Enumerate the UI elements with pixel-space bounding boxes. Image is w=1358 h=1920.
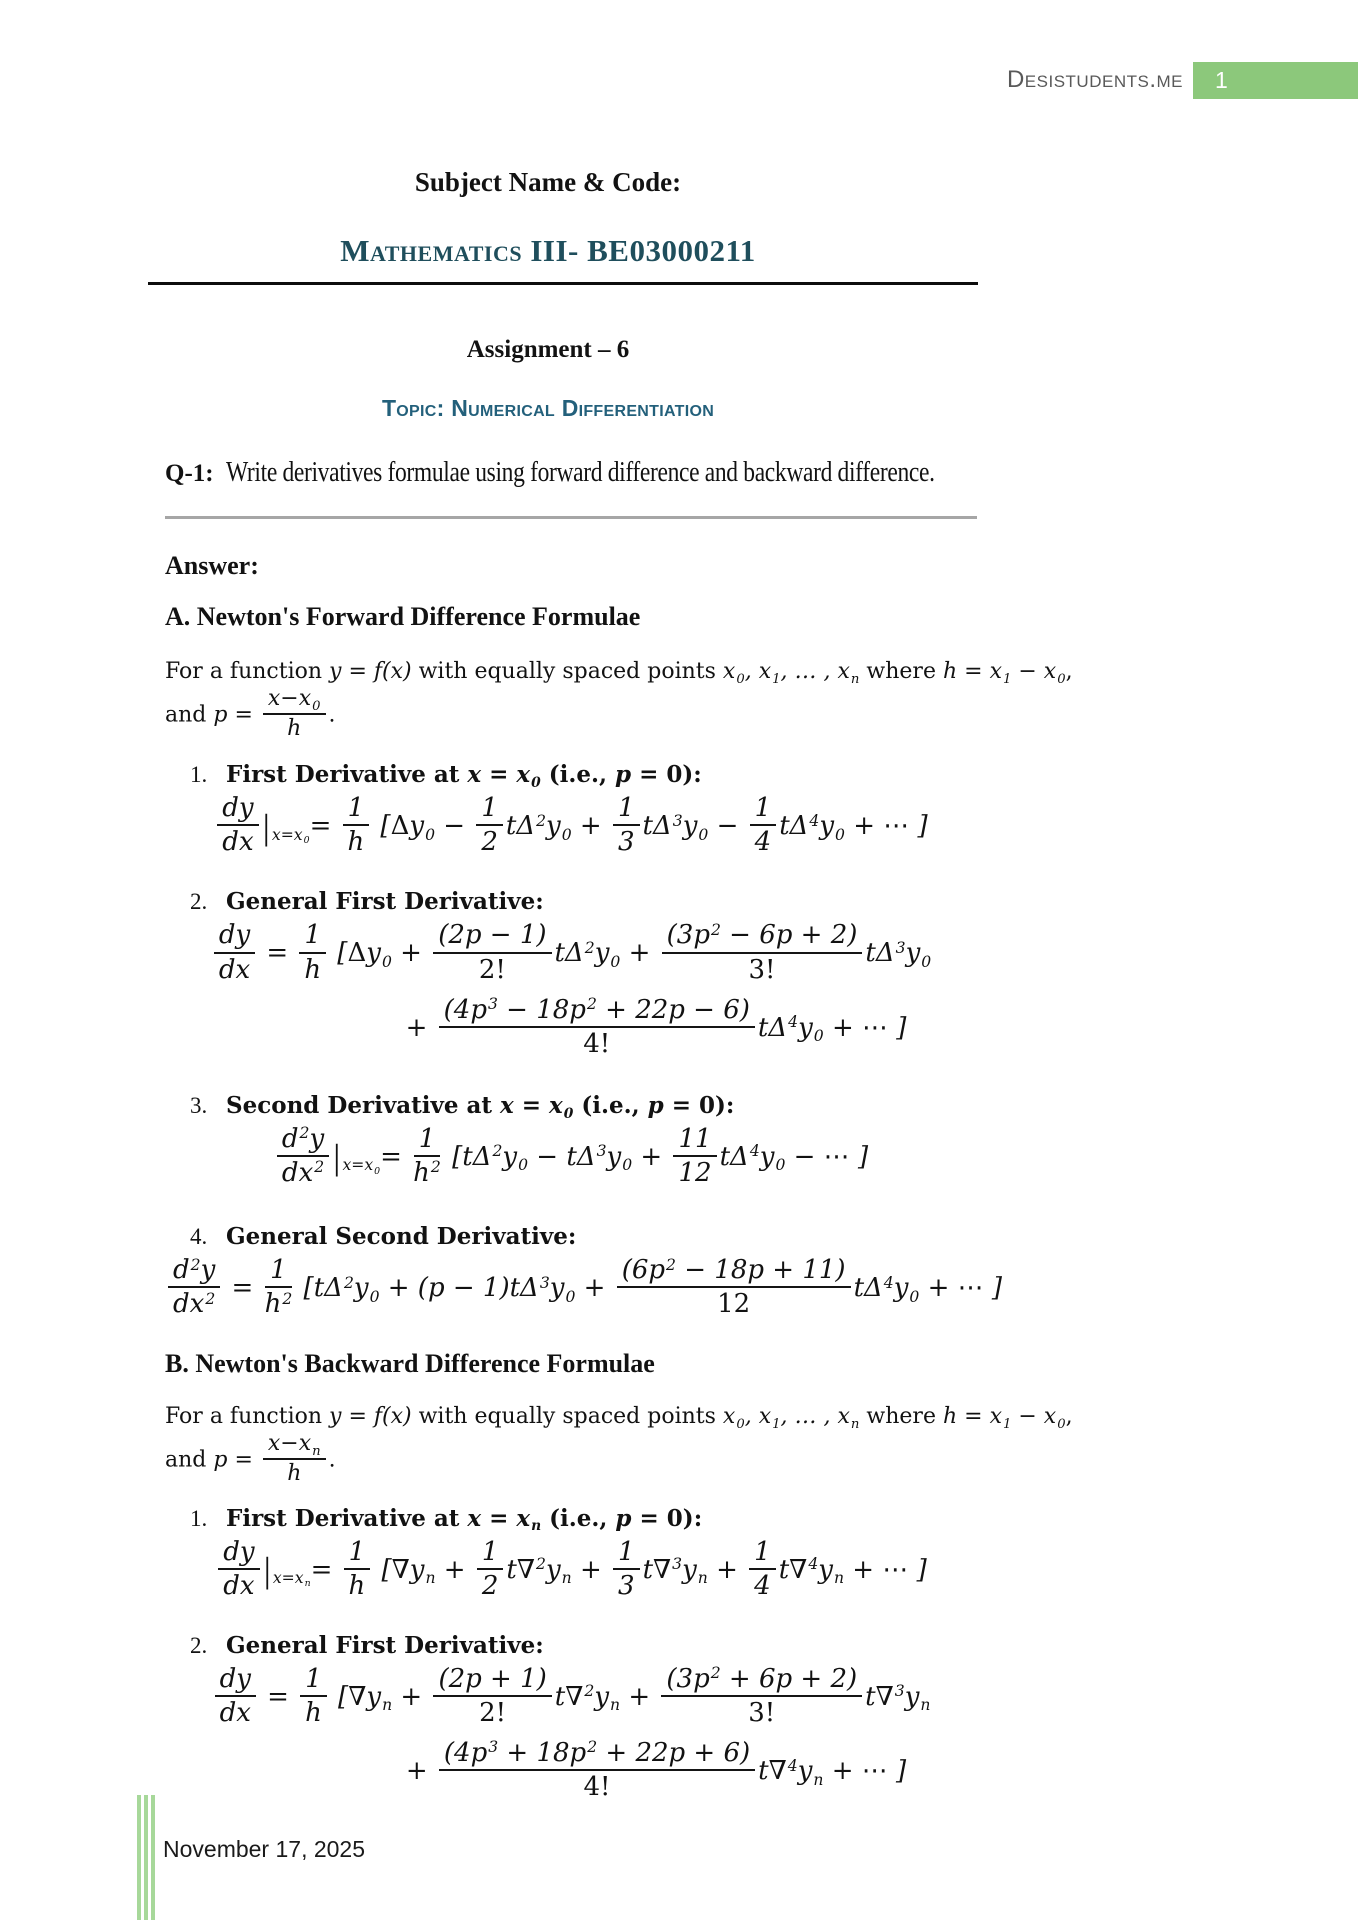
formula-b1: $\frac{dy}{dx}$ | $_{x=x_n}$= $\frac{1}{h}$ [$\nabla y_n$ + $\frac{1}{2}$ $t\nabla^2y_n$ + $\frac{1}{3}$ $t\nabla^3y_n$ + $\frac{1}{4}$ $t\nabla^4y_n$ + ⋯ ]: [165, 1535, 977, 1609]
item-title: Second Derivative at $x = x_0$ (i.e., p = 0):: [226, 1091, 735, 1122]
title-block: [133, 164, 963, 273]
item-title: First Derivative at $x = x_0$ (i.e., p = 0):: [226, 761, 702, 792]
course-title: Mathematics III- BE03000211: [340, 233, 756, 268]
list-item-b1: [190, 1502, 1358, 1535]
green-bar: [144, 1795, 148, 1920]
section-b-intro-line2: and p = $\frac{x-x_n}{h}$ .: [165, 1431, 336, 1486]
list-number: 4.: [190, 1224, 208, 1250]
formula-a2-line1: $\frac{dy}{dx}$ = $\frac{1}{h}$ [$\Delta y_0$ + $\frac{(2p - 1)}{2!}$ $t\Delta^2y_0$ + $\frac{(3p^2 - 6p + 2)}{3!}$ $t\Delta^3y_0$: [165, 918, 977, 992]
green-bar: [137, 1795, 141, 1920]
answer-label: Answer:: [165, 551, 259, 580]
list-number: 3.: [190, 1092, 208, 1118]
formula-b2-line2: + $\frac{(4p^3 + 18p^2 + 22p + 6)}{4!}$ $t\nabla^4y_n$ + ⋯ ]: [405, 1738, 907, 1803]
list-number: 2.: [190, 889, 208, 915]
item-title: General First Derivative:: [226, 1631, 544, 1659]
assignment-block: [133, 331, 963, 424]
green-bar: [151, 1795, 155, 1920]
section-a-heading: A. Newton's Forward Difference Formulae: [165, 602, 641, 631]
subject-label: Subject Name & Code:: [414, 167, 682, 197]
title-divider: [148, 282, 978, 285]
formula-a1: $\frac{dy}{dx}$ | $_{x=x_0}$= $\frac{1}{h}$ [$\Delta y_0$ − $\frac{1}{2}$ $t\Delta^2y_0$ + $\frac{1}{3}$ $t\Delta^3y_0$ − $\frac{1}{4}$ $t\Delta^4y_0$ + ⋯ ]: [165, 791, 977, 865]
list-item-a3: [190, 1089, 1358, 1122]
footer-date: November 17, 2025: [163, 1836, 366, 1862]
site-name: Desistudents.me: [1006, 66, 1183, 93]
item-title: First Derivative at $x = x_n$ (i.e., p = 0):: [226, 1504, 703, 1535]
section-b-heading: B. Newton's Backward Difference Formulae: [165, 1349, 655, 1379]
item-title: General Second Derivative:: [226, 1223, 577, 1251]
list-number: 1.: [190, 762, 208, 788]
section-a-intro-line1: For a function y = f(x) with equally spaced points $x_0$, $x_1$, … , $x_n$ where $h = x_1 - x_0$,: [165, 659, 1073, 687]
page-number: 1: [1215, 66, 1228, 93]
formula-b2-line1: $\frac{dy}{dx}$ = $\frac{1}{h}$ [$\nabla y_n$ + $\frac{(2p + 1)}{2!}$ $t\nabla^2y_n$ + $\frac{(3p^2 + 6p + 2)}{3!}$ $t\nabla^3y_n$: [165, 1662, 977, 1736]
section-a-intro-line2: and p = $\frac{x-x_0}{h}$ .: [165, 686, 336, 741]
question-divider: [165, 516, 977, 519]
question-label: Q-1:: [165, 460, 214, 487]
item-title: General First Derivative:: [226, 888, 544, 916]
formula-a3: $\frac{d^2y}{dx^2}$ | $_{x=x_0}$= $\frac{1}{h^2}$ [$t\Delta^2y_0 - t\Delta^3y_0$ + $\frac{11}{12}$ $t\Delta^4y_0$ − ⋯ ]: [165, 1122, 977, 1196]
section-b-intro-line1: For a function y = f(x) with equally spaced points $x_0$, $x_1$, … , $x_n$ where $h = x_1 - x_0$,: [165, 1404, 1073, 1432]
footer-decoration-bars: [137, 1795, 155, 1920]
list-item-a2: [190, 885, 1358, 918]
question-text: Write derivatives formulae using forward difference and backward difference.: [225, 457, 935, 488]
topic-heading: Topic: Numerical Differentiation: [381, 395, 715, 421]
list-item-a1: [190, 758, 1358, 791]
formula-a4: $\frac{d^2y}{dx^2}$ = $\frac{1}{h^2}$ [$t\Delta^2y_0 + (p - 1)t\Delta^3y_0$ + $\frac{(6p^2 - 18p + 11)}{12}$ $t\Delta^4y_0$ + ⋯ ]: [165, 1253, 977, 1327]
question-line: [165, 454, 1358, 495]
list-number: 2.: [190, 1632, 208, 1658]
assignment-heading: Assignment – 6: [466, 336, 630, 363]
formula-a2-line2: + $\frac{(4p^3 - 18p^2 + 22p - 6)}{4!}$ $t\Delta^4y_0$ + ⋯ ]: [405, 994, 907, 1059]
list-item-a4: [190, 1220, 1358, 1253]
list-item-b2: [190, 1629, 1358, 1662]
list-number: 1.: [190, 1505, 208, 1531]
